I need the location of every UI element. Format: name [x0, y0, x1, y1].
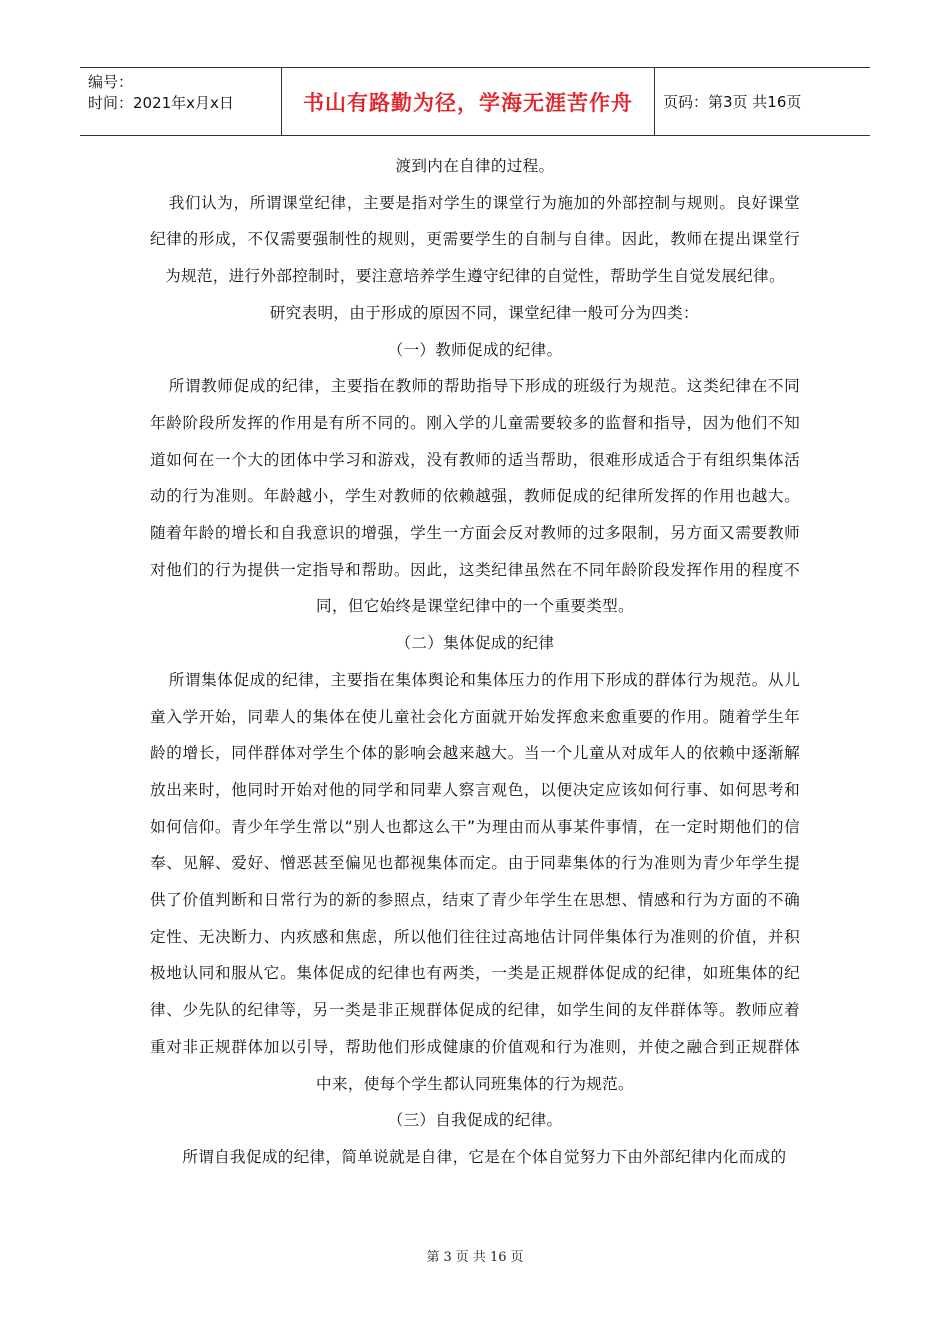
- body-paragraph: 所谓集体促成的纪律，主要指在集体舆论和集体压力的作用下形成的群体行为规范。从儿童入学开始，同辈人的集体在使儿童社会化方面就开始发挥愈来愈重要的作用。随着学生年龄的增长，同伴群体对学生个体的影响会越来越大。当一个儿童从对成年人的依赖中逐渐解放出来时，他同时开始对他的同学和同辈人察言观色，以便决定应该如何行事、如何思考和如何信仰。青少年学生常以“别人也都这么干”为理由而从事某件事情，在一定时期他们的信奉、见解、爱好、憎恶甚至偏见也都视集体而定。由于同辈集体的行为准则为青少年学生提供了价值判断和日常行为的新的参照点，结束了青少年学生在思想、情感和行为方面的不确定性、无决断力、内疚感和焦虑，所以他们往往过高地估计同伴集体行为准则的价值，并积极地认同和服从它。集体促成的纪律也有两类，一类是正规群体促成的纪律，如班集体的纪律、少先队的纪律等，另一类是非正规群体促成的纪律，如学生间的友伴群体等。教师应着重对非正规群体加以引导，帮助他们形成健康的价值观和行为准则，并使之融合到正规群体中来，使每个学生都认同班集体的行为规范。: [150, 670, 800, 1093]
- header-table: [80, 67, 870, 136]
- section-heading: （二）集体促成的纪律: [395, 634, 555, 653]
- section-heading: （三）自我促成的纪律。: [387, 1111, 563, 1130]
- body-paragraph: 我们认为，所谓课堂纪律，主要是指对学生的课堂行为施加的外部控制与规则。良好课堂纪律的形成，不仅需要强制性的规则，更需要学生的自制与自律。因此，教师在提出课堂行为规范，进行外部控制时，要注意培养学生遵守纪律的自觉性，帮助学生自觉发展纪律。: [150, 193, 800, 286]
- document-number-label: 编号：: [88, 73, 134, 91]
- section-heading: （一）教师促成的纪律。: [387, 340, 563, 359]
- page-footer: [0, 1246, 950, 1265]
- header-page-code-cell: [655, 68, 870, 135]
- document-body: [150, 148, 800, 1176]
- footer-suffix: 页: [510, 1250, 524, 1265]
- body-paragraph: 研究表明，由于形成的原因不同，课堂纪律一般可分为四类：: [269, 303, 699, 322]
- header-motto: 书山有路勤为径，学海无涯苦作舟: [303, 90, 633, 115]
- footer-total-pages: 16: [489, 1250, 507, 1265]
- document-time-label: 时间：2021年x月x日: [88, 94, 234, 112]
- continued-paragraph: 渡到内在自律的过程。: [395, 157, 555, 175]
- header-meta-cell: [80, 68, 282, 135]
- body-paragraph: 所谓自我促成的纪律，简单说就是自律，它是在个体自觉努力下由外部纪律内化而成的: [182, 1147, 787, 1166]
- footer-mid: 页 共: [455, 1250, 486, 1265]
- footer-prefix: 第: [426, 1250, 440, 1265]
- footer-page-number: 3: [443, 1250, 452, 1265]
- body-paragraph: 所谓教师促成的纪律，主要指在教师的帮助指导下形成的班级行为规范。这类纪律在不同年龄阶段所发挥的作用是有所不同的。刚入学的儿童需要较多的监督和指导，因为他们不知道如何在一个大的团体中学习和游戏，没有教师的适当帮助，很难形成适合于有组织集体活动的行为准则。年龄越小，学生对教师的依赖越强，教师促成的纪律所发挥的作用也越大。随着年龄的增长和自我意识的增强，学生一方面会反对教师的过多限制，另方面又需要教师对他们的行为提供一定指导和帮助。因此，这类纪律虽然在不同年龄阶段发挥作用的程度不同，但它始终是课堂纪律中的一个重要类型。: [150, 377, 800, 616]
- header-motto-cell: [282, 68, 655, 135]
- header-page-code: 页码：第3页 共16页: [663, 93, 802, 111]
